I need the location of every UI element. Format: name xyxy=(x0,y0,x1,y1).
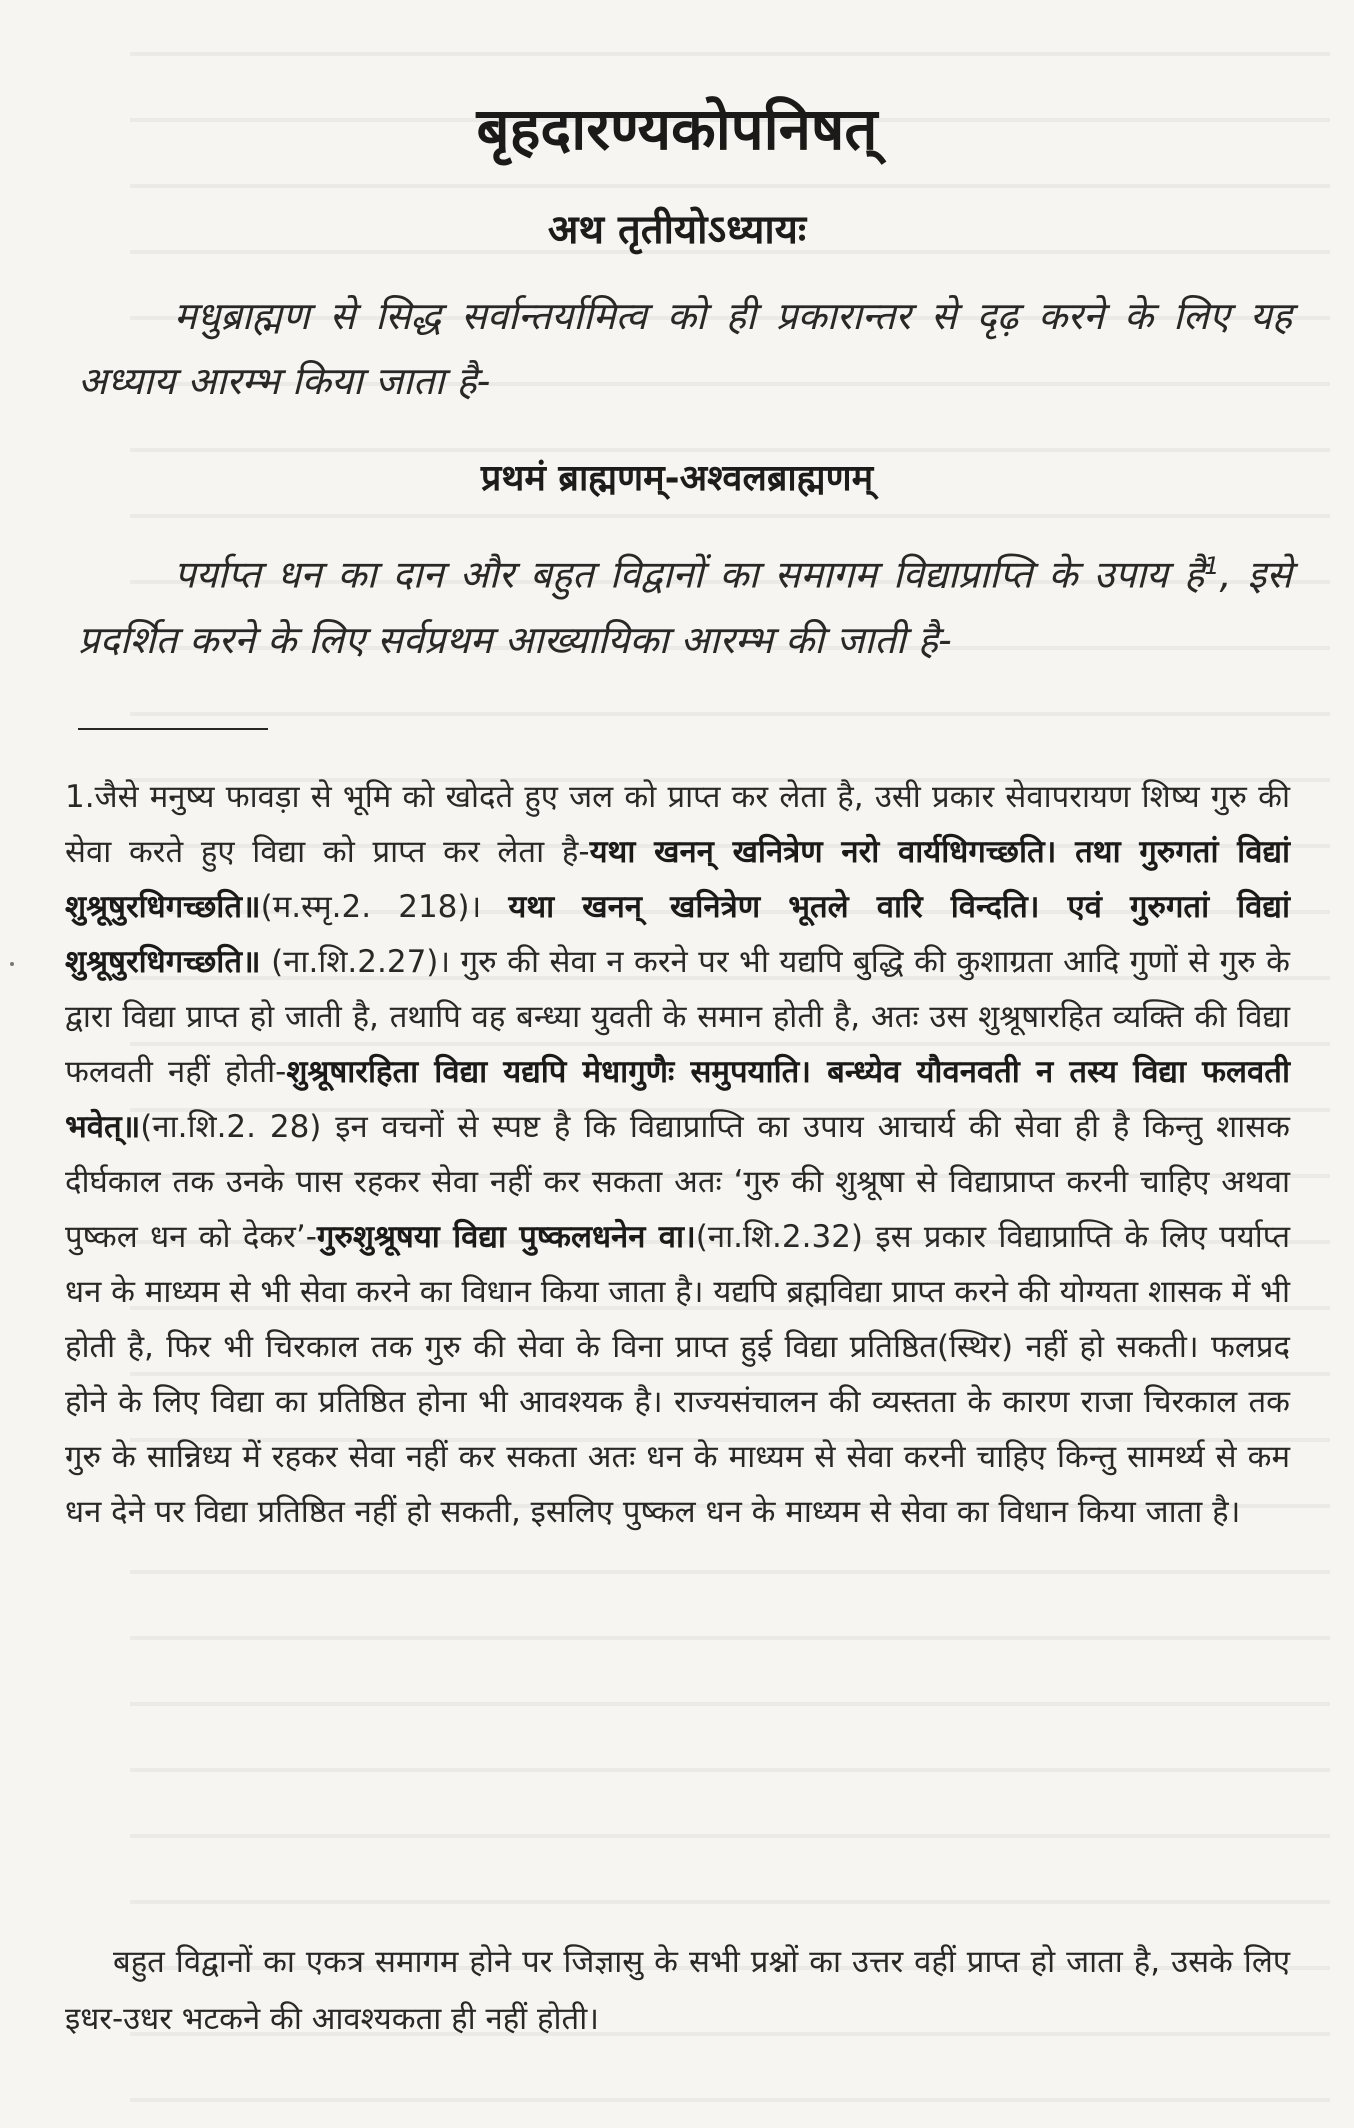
section-intro-text-b: , इसे प्रदर्शित करने के लिए सर्वप्रथम आख्यायिका आरम्भ की जाती है- xyxy=(78,552,1292,662)
section-intro xyxy=(78,534,1292,673)
footnote-quote-1: यथा खनन् खनित्रेण नरो वार्यधिगच्छति। तथा गुरुगतां विद्यां शुश्रूषुरधिगच्छति॥ xyxy=(65,834,1291,925)
chapter-subtitle: अथ तृतीयोऽध्यायः xyxy=(547,207,807,253)
paper-speck xyxy=(10,962,14,966)
footnote-text-4: (ना.शि.2. 28) इन वचनों से स्पष्ट है कि विद्याप्राप्ति का उपाय आचार्य की सेवा ही है किन्तु शासक दीर्घकाल तक उनके पास रहकर सेवा नहीं कर सकता अतः ‘गुरु की शुश्रूषा से विद्याप्राप्त करनी चाहिए अथवा पुष्कल धन को देकर’- xyxy=(65,1109,1290,1255)
footnote-quote-2: यथा खनन् खनित्रेण भूतले वारि विन्दति। एवं गुरुगतां विद्यां शुश्रूषुरधिगच्छति॥ xyxy=(65,889,1290,980)
section-heading: प्रथमं ब्राह्मणम्-अश्वलब्राह्मणम् xyxy=(480,458,874,499)
footnote-rule xyxy=(78,728,268,730)
footnote-quote-3: शुश्रूषारहिता विद्या यद्यपि मेधागुणैः समुपयाति। बन्ध्येव यौवनवती न तस्य विद्या फलवती भवेत्॥ xyxy=(65,1054,1290,1145)
section-intro-text-a: पर्याप्त धन का दान और बहुत विद्वानों का समागम विद्याप्राप्ति के उपाय है xyxy=(174,552,1205,597)
footnote-quote-4: गुरुशुश्रूषया विद्या पुष्कलधनेन वा। xyxy=(316,1219,696,1255)
footnote-text-2: (म.स्मृ.2. 218)। xyxy=(260,889,509,925)
page-title: बृहदारण्यकोपनिषत् xyxy=(476,95,878,163)
closing-paragraph xyxy=(65,1934,1290,2048)
footnote-text-3: (ना.शि.2.27)। गुरु की सेवा न करने पर भी यद्यपि बुद्धि की कुशाग्रता आदि गुणों से गुरु के द्वारा विद्या प्राप्त हो जाती है, तथापि वह बन्ध्या युवती के समान होती है, अतः उस शुश्रूषारहित व्यक्ति की विद्या फलवती नहीं होती- xyxy=(65,944,1290,1090)
footnote-text-1: 1.जैसे मनुष्य फावड़ा से भूमि को खोदते हुए जल को प्राप्त कर लेता है, उसी प्रकार सेवापरायण शिष्य गुरु की सेवा करते हुए विद्या को प्राप्त कर लेता है- xyxy=(65,779,1290,870)
footnote-marker: 1 xyxy=(1204,552,1220,580)
chapter-intro xyxy=(78,284,1292,414)
footnote-text-5: (ना.शि.2.32) इस प्रकार विद्याप्राप्ति के लिए पर्याप्त धन के माध्यम से भी सेवा करने का विधान किया जाता है। यद्यपि ब्रह्मविद्या प्राप्त करने की योग्यता शासक में भी होती है, फिर भी चिरकाल तक गुरु की सेवा के विना प्राप्त हुई विद्या प्रतिष्ठित(स्थिर) नहीं हो सकती। फलप्रद होने के लिए विद्या का प्रतिष्ठित होना भी आवश्यक है। राज्यसंचालन की व्यस्तता के कारण राजा चिरकाल तक गुरु के सान्निध्य में रहकर सेवा नहीं कर सकता अतः धन के माध्यम से सेवा करनी चाहिए किन्तु सामर्थ्य से कम धन देने पर विद्या प्रतिष्ठित नहीं हो सकती, इसलिए पुष्कल धन के माध्यम से सेवा का विधान किया जाता है। xyxy=(65,1219,1290,1530)
footnote-paragraph xyxy=(65,770,1290,1540)
closing-text: बहुत विद्वानों का एकत्र समागम होने पर जिज्ञासु के सभी प्रश्नों का उत्तर वहीं प्राप्त हो जाता है, उसके लिए इधर-उधर भटकने की आवश्यकता ही नहीं होती। xyxy=(65,1944,1290,2037)
chapter-intro-text: मधुब्राह्मण से सिद्ध सर्वान्तर्यामित्व को ही प्रकारान्तर से दृढ़ करने के लिए यह अध्याय आरम्भ किया जाता है- xyxy=(78,294,1292,403)
